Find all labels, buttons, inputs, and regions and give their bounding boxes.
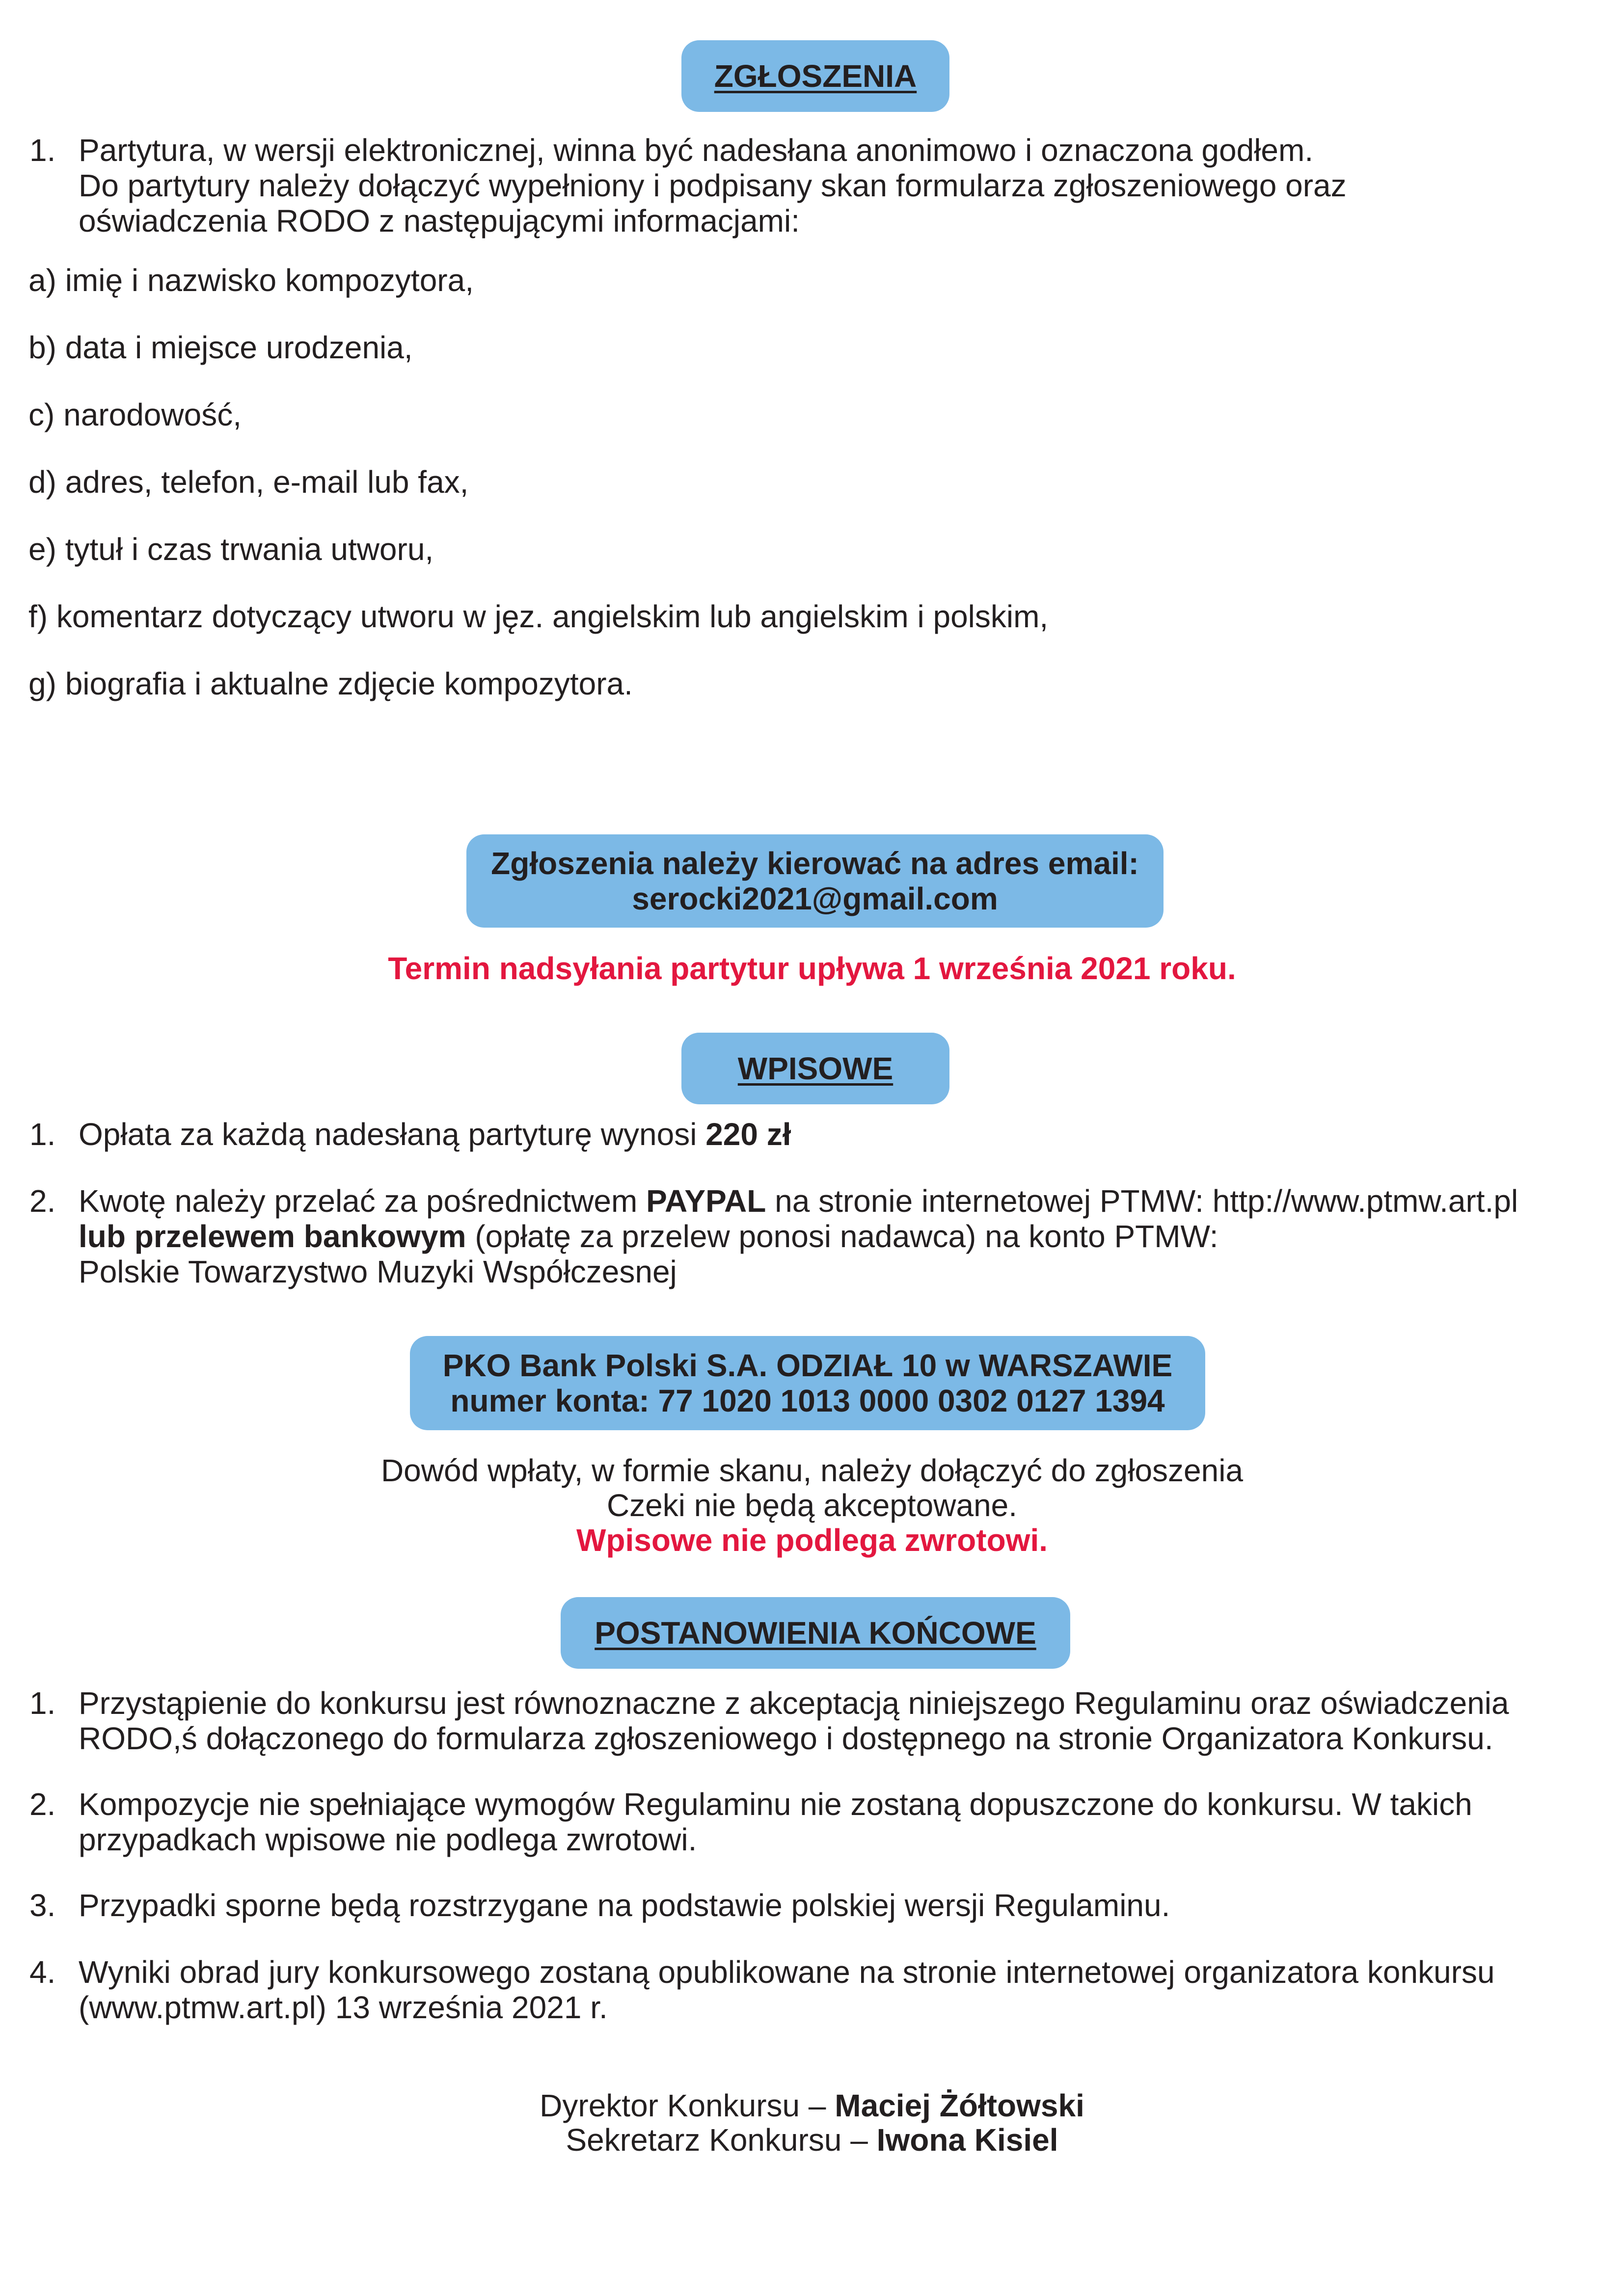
- final-item4-line2: (www.ptmw.art.pl) 13 września 2021 r.: [79, 1990, 608, 2025]
- final-item1-line2: RODO,ś dołączonego do formularza zgłoszeniowego i dostępnego na stronie Organizatora Konkursu.: [79, 1721, 1493, 1756]
- wpisowe-item1-number: 1.: [29, 1117, 56, 1152]
- subitem-g: g) biografia i aktualne zdjęcie kompozytora.: [28, 666, 633, 701]
- payment-note-line1: Dowód wpłaty, w formie skanu, należy dołączyć do zgłoszenia: [380, 1453, 1244, 1488]
- wpisowe-item1-text: [79, 1117, 791, 1152]
- bank-account-number: numer konta: 77 1020 1013 0000 0302 0127 1394: [450, 1383, 1165, 1418]
- fee-amount: 220 zł: [705, 1117, 791, 1152]
- secretary-signature: [0, 2122, 1624, 2158]
- secretary-name: Iwona Kisiel: [876, 2122, 1058, 2158]
- final-item1-text: [79, 1685, 1509, 1756]
- email-address[interactable]: serocki2021@gmail.com: [632, 881, 998, 916]
- bank-name: PKO Bank Polski S.A. ODZIAŁ 10 w WARSZAWIE: [442, 1348, 1173, 1383]
- subitem-e: e) tytuł i czas trwania utworu,: [28, 532, 434, 567]
- final-item4-number: 4.: [29, 1954, 56, 1990]
- final-item2-line1: Kompozycje nie spełniające wymogów Regulaminu nie zostaną dopuszczone do konkursu. W takich: [79, 1787, 1472, 1822]
- subitem-b: b) data i miejsce urodzenia,: [28, 330, 413, 365]
- subitem-d: d) adres, telefon, e-mail lub fax,: [28, 464, 469, 500]
- wpisowe-item2-line1: [79, 1183, 1518, 1219]
- director-name: Maciej Żółtowski: [835, 2088, 1084, 2123]
- wpisowe-item2-line1-a: Kwotę należy przelać za pośrednictwem: [79, 1183, 647, 1219]
- director-role: Dyrektor Konkursu –: [540, 2088, 835, 2123]
- final-item3-number: 3.: [29, 1888, 56, 1923]
- payment-note-line2: Czeki nie będą akceptowane.: [606, 1488, 1018, 1523]
- final-item3-text: [79, 1888, 1170, 1923]
- zgloszenia-item1-line3: oświadczenia RODO z następującymi informacjami:: [79, 203, 800, 239]
- email-box-label: Zgłoszenia należy kierować na adres email:: [491, 846, 1139, 881]
- wpisowe-item2-text: [79, 1183, 1518, 1289]
- director-signature: [0, 2088, 1624, 2123]
- wpisowe-item2-line2: [79, 1219, 1518, 1254]
- subitem-c: c) narodowość,: [28, 397, 242, 432]
- final-item1-line1: Przystąpienie do konkursu jest równoznaczne z akceptacją niniejszego Regulaminu oraz oświadczenia: [79, 1685, 1509, 1721]
- zgloszenia-item1-line2: Do partytury należy dołączyć wypełniony i podpisany skan formularza zgłoszeniowego oraz: [79, 168, 1347, 203]
- final-provisions-heading: POSTANOWIENIA KOŃCOWE: [595, 1615, 1036, 1651]
- subitem-a: a) imię i nazwisko kompozytora,: [28, 263, 474, 298]
- final-item3-line1: Przypadki sporne będą rozstrzygane na podstawie polskiej wersji Regulaminu.: [79, 1888, 1170, 1923]
- final-item2-text: [79, 1787, 1472, 1857]
- wpisowe-heading: WPISOWE: [737, 1051, 893, 1086]
- deadline-notice: Termin nadsyłania partytur upływa 1 września 2021 roku.: [388, 951, 1236, 986]
- wpisowe-item1-label: Opłata za każdą nadesłaną partyturę wynosi: [79, 1117, 706, 1152]
- zgloszenia-heading-box: [681, 40, 949, 112]
- final-item2-line2: przypadkach wpisowe nie podlega zwrotowi.: [79, 1822, 697, 1857]
- final-provisions-heading-box: [561, 1597, 1070, 1669]
- final-item1-number: 1.: [29, 1685, 56, 1721]
- final-item4-text: [79, 1954, 1495, 2025]
- zgloszenia-item1-line1: Partytura, w wersji elektronicznej, winna być nadesłana anonimowo i oznaczona godłem.: [79, 133, 1314, 168]
- wpisowe-item2-line3: Polskie Towarzystwo Muzyki Współczesnej: [79, 1254, 677, 1289]
- paypal-label: PAYPAL: [646, 1183, 766, 1219]
- final-item2-number: 2.: [29, 1787, 56, 1822]
- final-item4-line1: Wyniki obrad jury konkursowego zostaną opublikowane na stronie internetowej organizatora konkursu: [79, 1954, 1495, 1990]
- bank-account-box: [410, 1336, 1205, 1430]
- zgloszenia-item1-text: [79, 133, 1347, 239]
- zgloszenia-heading: ZGŁOSZENIA: [714, 58, 917, 94]
- wpisowe-item2-line1-b: na stronie internetowej PTMW: http://www.ptmw.art.pl: [766, 1183, 1518, 1219]
- zgloszenia-item1-number: 1.: [29, 133, 56, 168]
- email-box: [466, 834, 1164, 928]
- bank-transfer-label: lub przelewem bankowym: [79, 1219, 466, 1254]
- wpisowe-item2-number: 2.: [29, 1183, 56, 1219]
- secretary-role: Sekretarz Konkursu –: [566, 2122, 877, 2158]
- subitem-f: f) komentarz dotyczący utworu w jęz. angielskim lub angielskim i polskim,: [28, 599, 1049, 634]
- wpisowe-heading-box: [681, 1033, 949, 1104]
- wpisowe-item2-line2-b: (opłatę za przelew ponosi nadawca) na konto PTMW:: [466, 1219, 1218, 1254]
- payment-note-line3: Wpisowe nie podlega zwrotowi.: [576, 1522, 1048, 1558]
